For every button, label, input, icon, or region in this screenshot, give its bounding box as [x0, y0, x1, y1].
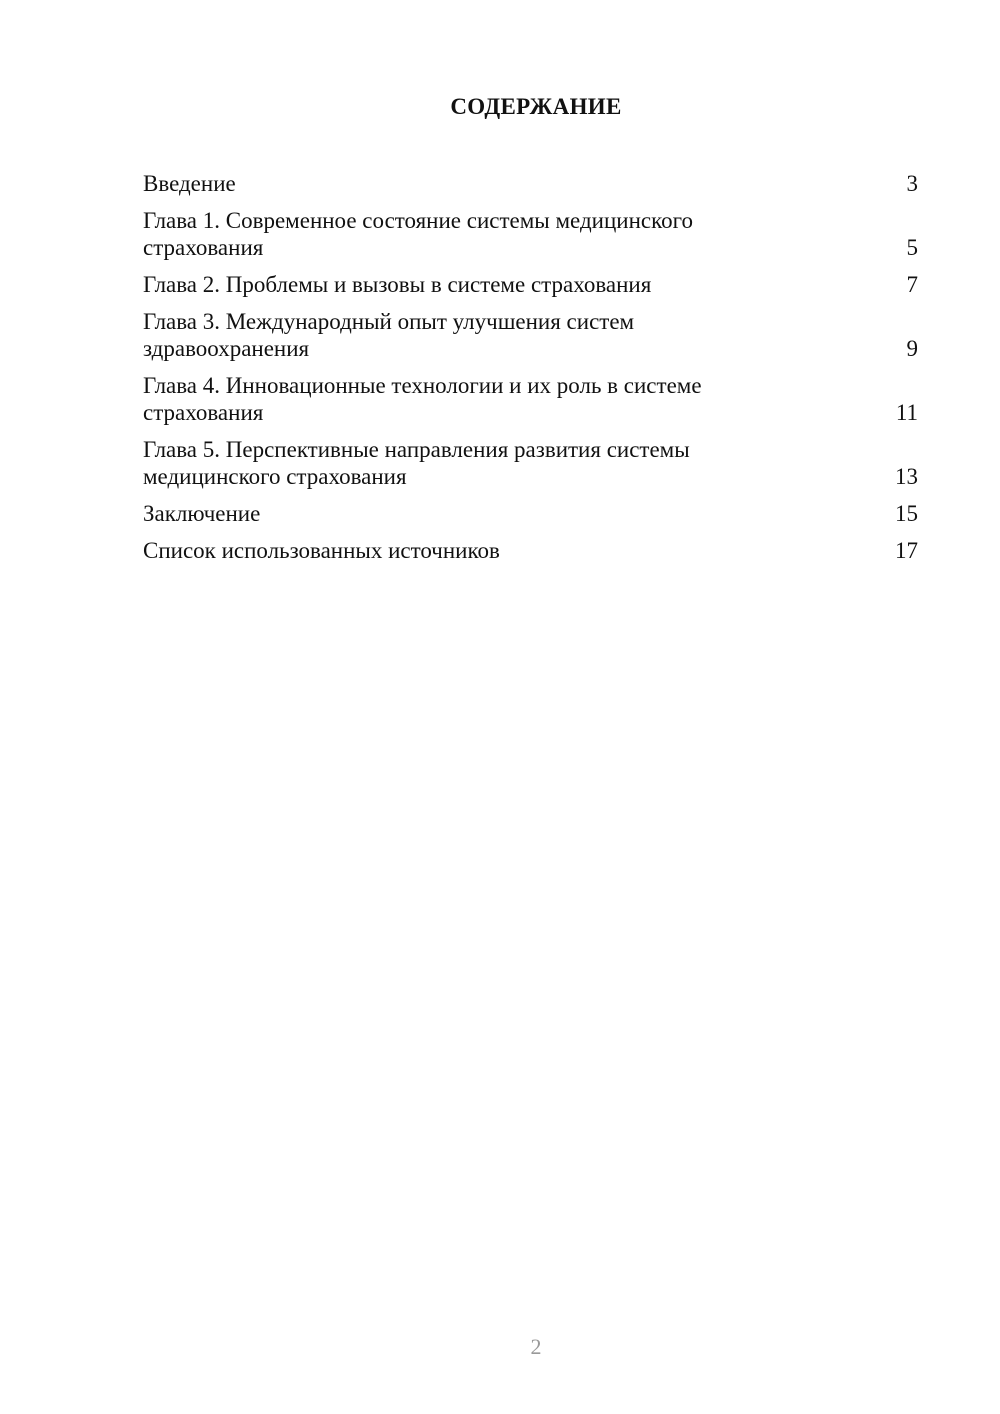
toc-entry-page: 9	[906, 336, 918, 361]
toc-entry-references[interactable]	[143, 537, 918, 564]
toc-entry-title: Список использованных источников	[143, 538, 500, 563]
toc-entry-page: 15	[895, 501, 918, 526]
page-title: СОДЕРЖАНИЕ	[450, 94, 622, 119]
toc-entry-conclusion[interactable]	[143, 500, 918, 527]
toc-entry-page: 5	[906, 235, 918, 260]
toc-entry-chapter-2[interactable]	[143, 271, 918, 298]
toc-entry-title: Введение	[143, 171, 236, 196]
toc-entry-page: 17	[895, 538, 918, 563]
toc-entry-chapter-4[interactable]	[143, 372, 918, 426]
toc-entry-title: Глава 2. Проблемы и вызовы в системе страхования	[143, 272, 652, 297]
toc-entry-page: 11	[895, 400, 918, 425]
toc-entry-introduction[interactable]	[143, 170, 918, 197]
toc-entry-title: Глава 4. Инновационные технологии и их роль в системе страхования	[143, 373, 702, 425]
toc-entry-page: 13	[895, 464, 918, 489]
toc-entry-title: Глава 5. Перспективные направления развития системы медицинского страхования	[143, 437, 690, 489]
toc-entry-chapter-3[interactable]	[143, 308, 918, 362]
toc-entry-chapter-1[interactable]	[143, 207, 918, 261]
toc-entry-title: Глава 3. Международный опыт улучшения систем здравоохранения	[143, 309, 635, 361]
toc-entry-page: 7	[906, 272, 918, 297]
page-number: 2	[530, 1334, 542, 1359]
toc-entry-chapter-5[interactable]	[143, 436, 918, 490]
table-of-contents	[143, 170, 918, 574]
toc-entry-title: Заключение	[143, 501, 261, 526]
toc-entry-title: Глава 1. Современное состояние системы медицинского страхования	[143, 208, 693, 260]
toc-entry-page: 3	[906, 171, 918, 196]
